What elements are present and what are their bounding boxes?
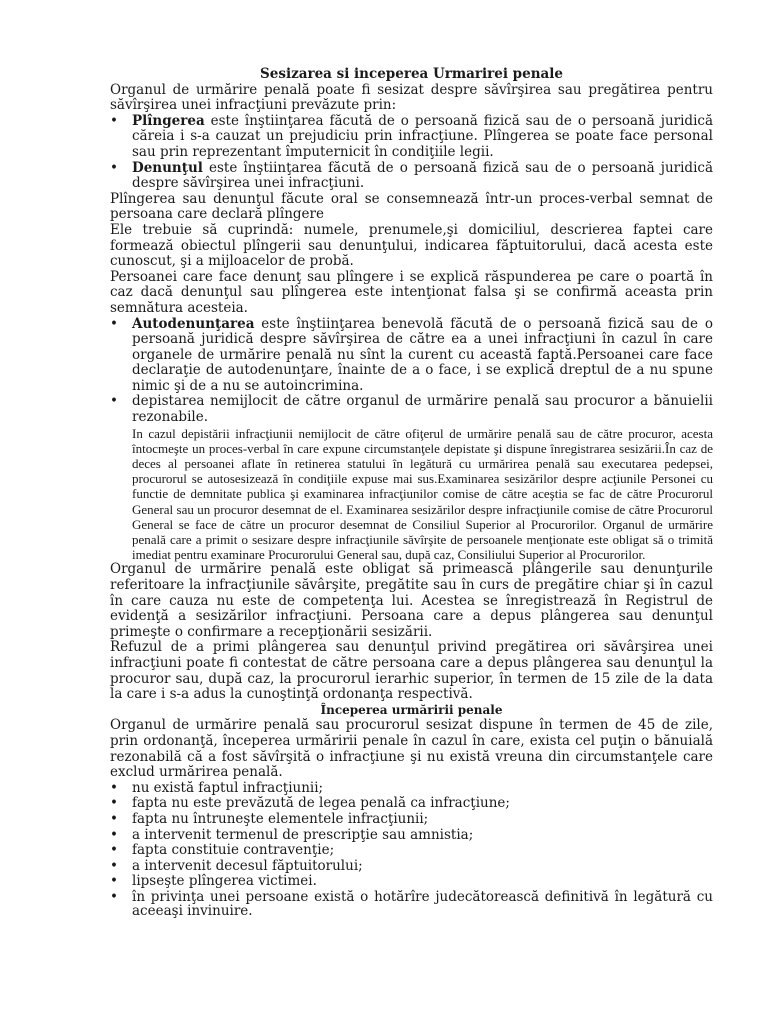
paragraph-raspundere: Persoanei care face denunţ sau plîngere i se explică răspunderea pe care o poartă în caz dacă denunţul sau plîngerea este intenţionat falsa şi se confirmă aceasta prin semnătura acesteia. <box>110 268 713 316</box>
paragraph-refuz: Refuzul de a primi plângerea sau denunţul privind pregătirea ori săvârşirea unei infracţiuni poate fi contestat de către persoana care a depus plângerea sau denunţul la procuror sau, după caz, la procurorul ierarhic superior, în termen de 15 zile de la data la care i s-a adus la cunoştinţă ordonanţa respectivă. <box>110 639 713 703</box>
list-item-autodenuntarea <box>110 317 713 395</box>
bullet-icon: • <box>110 315 118 332</box>
list-item: • fapta constituie contravenţie; <box>110 842 335 859</box>
bullet-icon: • <box>110 810 118 827</box>
paragraph-continut: Ele trebuie să cuprindă: numele, prenumele,şi domiciliul, descrierea faptei care formează obiectul plîngerii sau denunţului, indicarea făptuitorului, dacă acesta este cunoscut, şi a mijloacelor de probă. <box>110 221 713 270</box>
list-item: • fapta nu este prevăzută de legea penală ca infracţiune; <box>110 795 510 812</box>
bullet-icon: • <box>110 857 118 874</box>
list-item: • lipseşte plîngerea victimei. <box>110 873 317 890</box>
definition-denuntul: este înştiinţarea făcută de o persoană fizică sau de o persoană juridică despre săvîrşirea unei infracţiuni. <box>132 159 713 192</box>
bullet-icon: • <box>110 842 118 859</box>
exclusion-list <box>110 781 713 918</box>
bullet-icon: • <box>110 795 118 812</box>
paragraph-obligatie: Organul de urmărire penală este obligat să primească plângerile sau denunţurile referitoare la infracţiunile săvârşite, pregătite sau în curs de pregătire chiar şi în cazul în care cauza nu este de competenţa lui. Acestea se înregistrează în Registrul de evidenţă a sesizărilor infracţiuni. Persoana care a depus plângerea sau denunţul primeşte o confirmare a recepţionării sesizării. <box>110 561 713 640</box>
bullet-icon: • <box>110 393 118 410</box>
term-autodenuntarea: Autodenunţarea <box>132 315 255 332</box>
bullet-icon: • <box>110 873 118 890</box>
list-item: • fapta nu întruneşte elementele infracţiunii; <box>110 810 429 827</box>
list-item-plingerea <box>110 114 713 161</box>
list-item: • a intervenit termenul de prescripţie sau amnistia; <box>110 826 474 843</box>
list-item-hotarire: • în privinţa unei persoane există o hotărîre judecătorească definitivă în legătură cu aceeaşi invinuire. <box>110 888 713 919</box>
bullet-icon: • <box>110 112 118 129</box>
definition-plingerea: este înştiinţarea făcută de o persoană fizică sau de o persoană juridică căreia i s-a cauzat un prejudiciu prin infracţiune. Plîngerea se poate face personal sau prin reprezentant împuternicit în condiţiile legii. <box>132 112 713 160</box>
definition-depistarea: depistarea nemijlocit de către organul de urmărire penală sau procuror a bănuielii rezonabile. <box>132 393 713 426</box>
term-denuntul: Denunţul <box>132 159 203 176</box>
sesizare-list-2 <box>110 317 713 426</box>
document-title: Sesizarea si inceperea Urmarirei penale <box>260 66 563 82</box>
list-item: • nu există faptul infracţiunii; <box>110 779 324 796</box>
term-plingerea: Plîngerea <box>132 112 205 129</box>
paragraph-incepere: Organul de urmărire penală sau procurorul sesizat dispune în termen de 45 de zile, prin ordonanţă, începerea urmăririi penale în cazul în care, exista cel puţin o bănuială rezonabilă că a fost săvîrşită o infracţiune şi nu există vreuna din circumstanţele care exclud urmărirea penală. <box>110 717 713 781</box>
bullet-icon: • <box>110 159 118 176</box>
list-item: • a intervenit decesul făptuitorului; <box>110 857 363 874</box>
intro-paragraph: Organul de urmărire penală poate fi sesizat despre săvîrşirea sau pregătirea pentru săvîrşirea unei infracţiuni prevăzute prin: <box>110 81 713 114</box>
sesizare-list <box>110 114 713 192</box>
list-item-depistarea <box>110 394 713 425</box>
section-subtitle: Începerea urmăririi penale <box>320 702 503 717</box>
paragraph-oral: Plîngerea sau denunţul făcute oral se consemnează într-un proces-verbal semnat de persoana care declară plîngere <box>110 190 713 223</box>
bullet-icon: • <box>110 888 118 905</box>
bullet-icon: • <box>110 779 118 796</box>
bullet-icon: • <box>110 826 118 843</box>
definition-autodenuntarea: este înştiinţarea benevolă făcută de o persoană fizică sau de o persoană juridică despre săvîrşirea de către ea a unei infracţiuni în cazul în care organele de urmărire penală nu sînt la curent cu această faptă.Persoanei care face declaraţie de autodenunţare, înainte de a o face, i se explică dreptul de a nu spune nimic şi de a nu se autoincrimina. <box>132 315 713 394</box>
list-item-denuntul <box>110 161 713 192</box>
paragraph-depistare-detalii: In cazul depistării infracţiunii nemijlocit de către ofiţerul de urmărire penală sau de către procuror, acesta întocmeşte un proces-verbal în care expune circumstanţele depistate şi dispune înregistrarea sesizării.În caz de deces al persoanei aflate în retinerea statului în legătură cu urmărirea penală sau executarea pedepsei, procurorul se autosesizează în condiţiile expuse mai sus.Examinarea sesizărilor despre acţiunile Personei cu functie de demnitate publica şi examinarea infracţiunilor comise de către aceştia se fac de către Procurorul General sau un procuror desemnat de el. Examinarea sesizărilor despre infracţiunile comise de către Procurorul General se face de către un procuror desemnat de Consiliul Superior al Procurorilor. Organul de urmărire penală care a primit o sesizare despre infracţiunile săvîrşite de persoanele menţionate este obligat să o trimită imediat pentru examinare Procurorului General sau, după caz, Consiliului Superior al Procurorilor. <box>132 425 713 563</box>
